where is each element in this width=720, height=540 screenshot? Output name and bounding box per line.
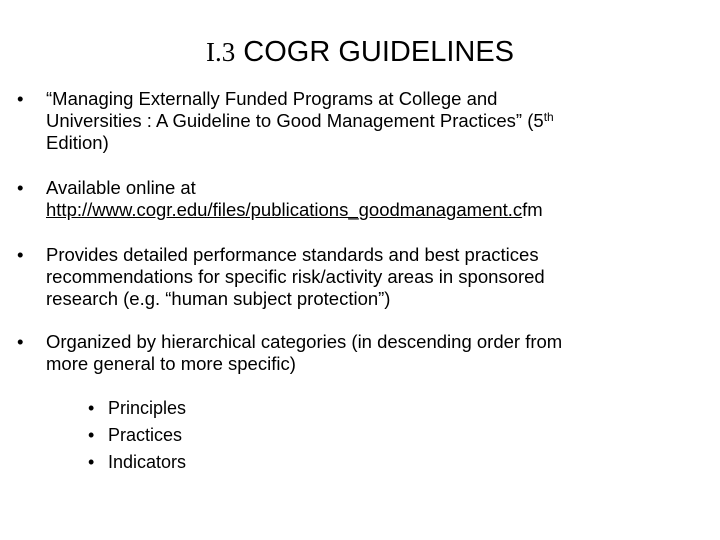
bullet-item-availability xyxy=(0,177,700,221)
bullet-item-organization xyxy=(0,331,700,375)
bullet-line xyxy=(46,199,706,221)
bullet-text xyxy=(46,244,706,310)
sub-bullet-practices xyxy=(0,424,300,446)
bullet-icon: • xyxy=(17,331,24,352)
slide-title xyxy=(0,32,720,72)
bullet-text xyxy=(46,331,706,375)
bullet-icon: • xyxy=(17,177,24,198)
title-text: COGR GUIDELINES xyxy=(243,36,515,68)
bullet-line: Available online at xyxy=(46,177,196,198)
bullet-line: Organized by hierarchical categories (in descending order from xyxy=(46,331,563,352)
sub-bullet-text: Indicators xyxy=(108,452,187,472)
cogr-url-link[interactable]: http://www.cogr.edu/files/publications_goodmanagament.c xyxy=(46,199,523,220)
bullet-text xyxy=(46,177,706,221)
title-section-number: I.3 xyxy=(205,37,236,67)
bullet-line: research (e.g. “human subject protection”) xyxy=(46,288,391,309)
bullet-line: Edition) xyxy=(46,132,109,153)
sub-bullet-icon: • xyxy=(88,398,95,418)
bullet-text xyxy=(46,88,706,154)
sub-bullet-icon: • xyxy=(88,452,95,472)
superscript-ordinal: th xyxy=(543,110,554,124)
bullet-line-text: Universities : A Guideline to Good Management Practices” (5 xyxy=(46,110,544,131)
bullet-item-publication xyxy=(0,88,700,154)
bullet-item-standards xyxy=(0,244,700,310)
bullet-line: recommendations for specific risk/activity areas in sponsored xyxy=(46,266,545,287)
sub-bullet-principles xyxy=(0,397,300,419)
bullet-icon: • xyxy=(17,244,24,265)
bullet-line: “Managing Externally Funded Programs at College and xyxy=(46,88,498,109)
bullet-line: more general to more specific) xyxy=(46,353,296,374)
bullet-line: Provides detailed performance standards and best practices xyxy=(46,244,539,265)
sub-bullet-icon: • xyxy=(88,425,95,445)
bullet-line xyxy=(46,110,706,132)
sub-bullet-indicators xyxy=(0,451,300,473)
bullet-icon: • xyxy=(17,88,24,109)
sub-bullet-text: Practices xyxy=(108,425,183,445)
sub-bullet-text: Principles xyxy=(108,398,187,418)
url-tail-text: fm xyxy=(522,199,543,220)
